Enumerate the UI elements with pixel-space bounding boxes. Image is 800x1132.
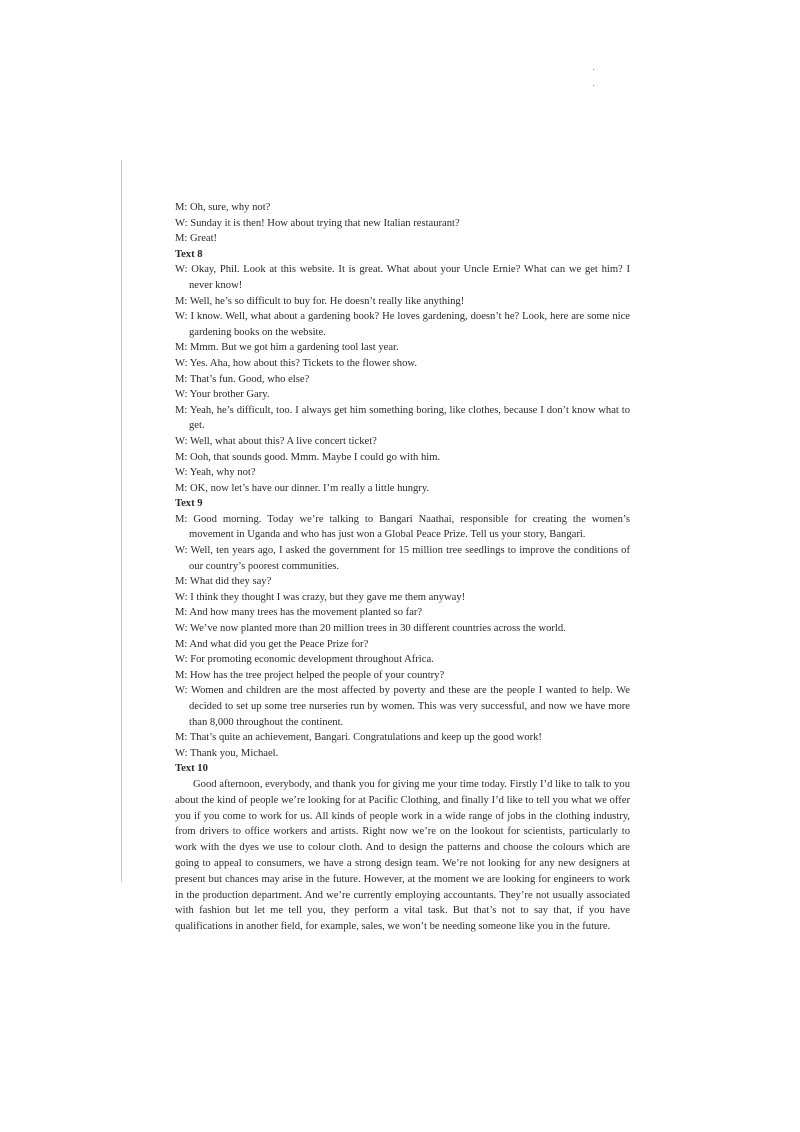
dialogue-line: M: Good morning. Today we’re talking to Bangari Naathai, responsible for creating the women’s movement in Uganda and who has just won a Global Peace Prize. Tell us your story, Bangari. <box>175 513 630 541</box>
dialogue-line: M: Yeah, he’s difficult, too. I always get him something boring, like clothes, because I don’t know what to get. <box>175 404 630 432</box>
scan-mark-bottom: · <box>592 81 596 92</box>
dialogue-line: M: That’s quite an achievement, Bangari. Congratulations and keep up the good work! <box>175 732 542 744</box>
page-margin-line <box>121 160 122 882</box>
text7-ending <box>175 200 630 247</box>
dialogue-line: M: Oh, sure, why not? <box>175 202 271 213</box>
dialogue-line: M: Great! <box>175 233 218 245</box>
monologue-paragraph: Good afternoon, everybody, and thank you for giving me your time today. Firstly I’d like to talk to you about the kind of people we’re looking for at Pacific Clothing, and finally I’d like to tell you what we offer you if you come to work for us. All kinds of people work in a wide range of jobs in the clothing industry, from drivers to office workers and artists. Right now we’re on the lookout for scientists, particularly to work with the dyes we use to colour cloth. And to design the patterns and choose the colours which are going to appeal to consumers, we have a strong design team. We’re not looking for any new designers at present but chances may arise in the future. However, at the moment we are looking for engineers to work in the production department. And we’re currently employing accountants. They’re not usually associated with fashion but let me tell you, they perform a vital task. But that’s not to say that, if you have qualifications in another field, for example, sales, we won’t be needing someone like you in the future. <box>175 778 630 933</box>
text9-heading: Text 9 <box>175 498 203 510</box>
dialogue-line: M: How has the tree project helped the people of your country? <box>175 669 445 681</box>
text8-heading: Text 8 <box>175 248 203 260</box>
dialogue-line: M: Mmm. But we got him a gardening tool last year. <box>175 342 399 354</box>
dialogue-line: W: Well, what about this? A live concert ticket? <box>175 435 377 447</box>
dialogue-line: M: Well, he’s so difficult to buy for. He doesn’t really like anything! <box>175 295 465 307</box>
dialogue-line: W: For promoting economic development throughout Africa. <box>175 654 434 666</box>
dialogue-line: M: That’s fun. Good, who else? <box>175 373 310 385</box>
dialogue-line: W: Okay, Phil. Look at this website. It is great. What about your Uncle Ernie? What can we get him? I never know! <box>175 264 630 291</box>
dialogue-line: M: OK, now let’s have our dinner. I’m really a little hungry. <box>175 482 430 494</box>
text9-section <box>175 496 630 761</box>
dialogue-line: M: Ooh, that sounds good. Mmm. Maybe I could go with him. <box>175 451 441 463</box>
text10-section <box>175 761 630 935</box>
dialogue-line: M: And what did you get the Peace Prize for? <box>175 638 369 650</box>
dialogue-line: M: What did they say? <box>175 576 272 588</box>
text10-heading: Text 10 <box>175 763 208 775</box>
dialogue-line: W: Sunday it is then! How about trying that new Italian restaurant? <box>175 217 460 229</box>
dialogue-line: W: I think they thought I was crazy, but they gave me them anyway! <box>175 591 466 603</box>
dialogue-line: W: Yeah, why not? <box>175 467 256 479</box>
text8-section <box>175 247 630 497</box>
dialogue-line: W: Your brother Gary. <box>175 389 270 401</box>
dialogue-line: W: Yes. Aha, how about this? Tickets to the flower show. <box>175 357 417 369</box>
scan-mark-top: · <box>592 65 596 76</box>
dialogue-line: W: Well, ten years ago, I asked the government for 15 million tree seedlings to improve the conditions of our country’s poorest communities. <box>175 545 630 572</box>
dialogue-line: W: Thank you, Michael. <box>175 747 279 759</box>
dialogue-line: W: We’ve now planted more than 20 million trees in 30 different countries across the world. <box>175 623 566 635</box>
transcript-page <box>175 200 630 935</box>
dialogue-line: M: And how many trees has the movement planted so far? <box>175 607 423 619</box>
dialogue-line: W: Women and children are the most affected by poverty and these are the people I wanted to help. We decided to set up some tree nurseries run by women. This was very successful, and now we have more than 8,000 throughout the continent. <box>175 685 630 728</box>
dialogue-line: W: I know. Well, what about a gardening book? He loves gardening, doesn’t he? Look, here are some nice gardening books on the website. <box>175 311 630 338</box>
